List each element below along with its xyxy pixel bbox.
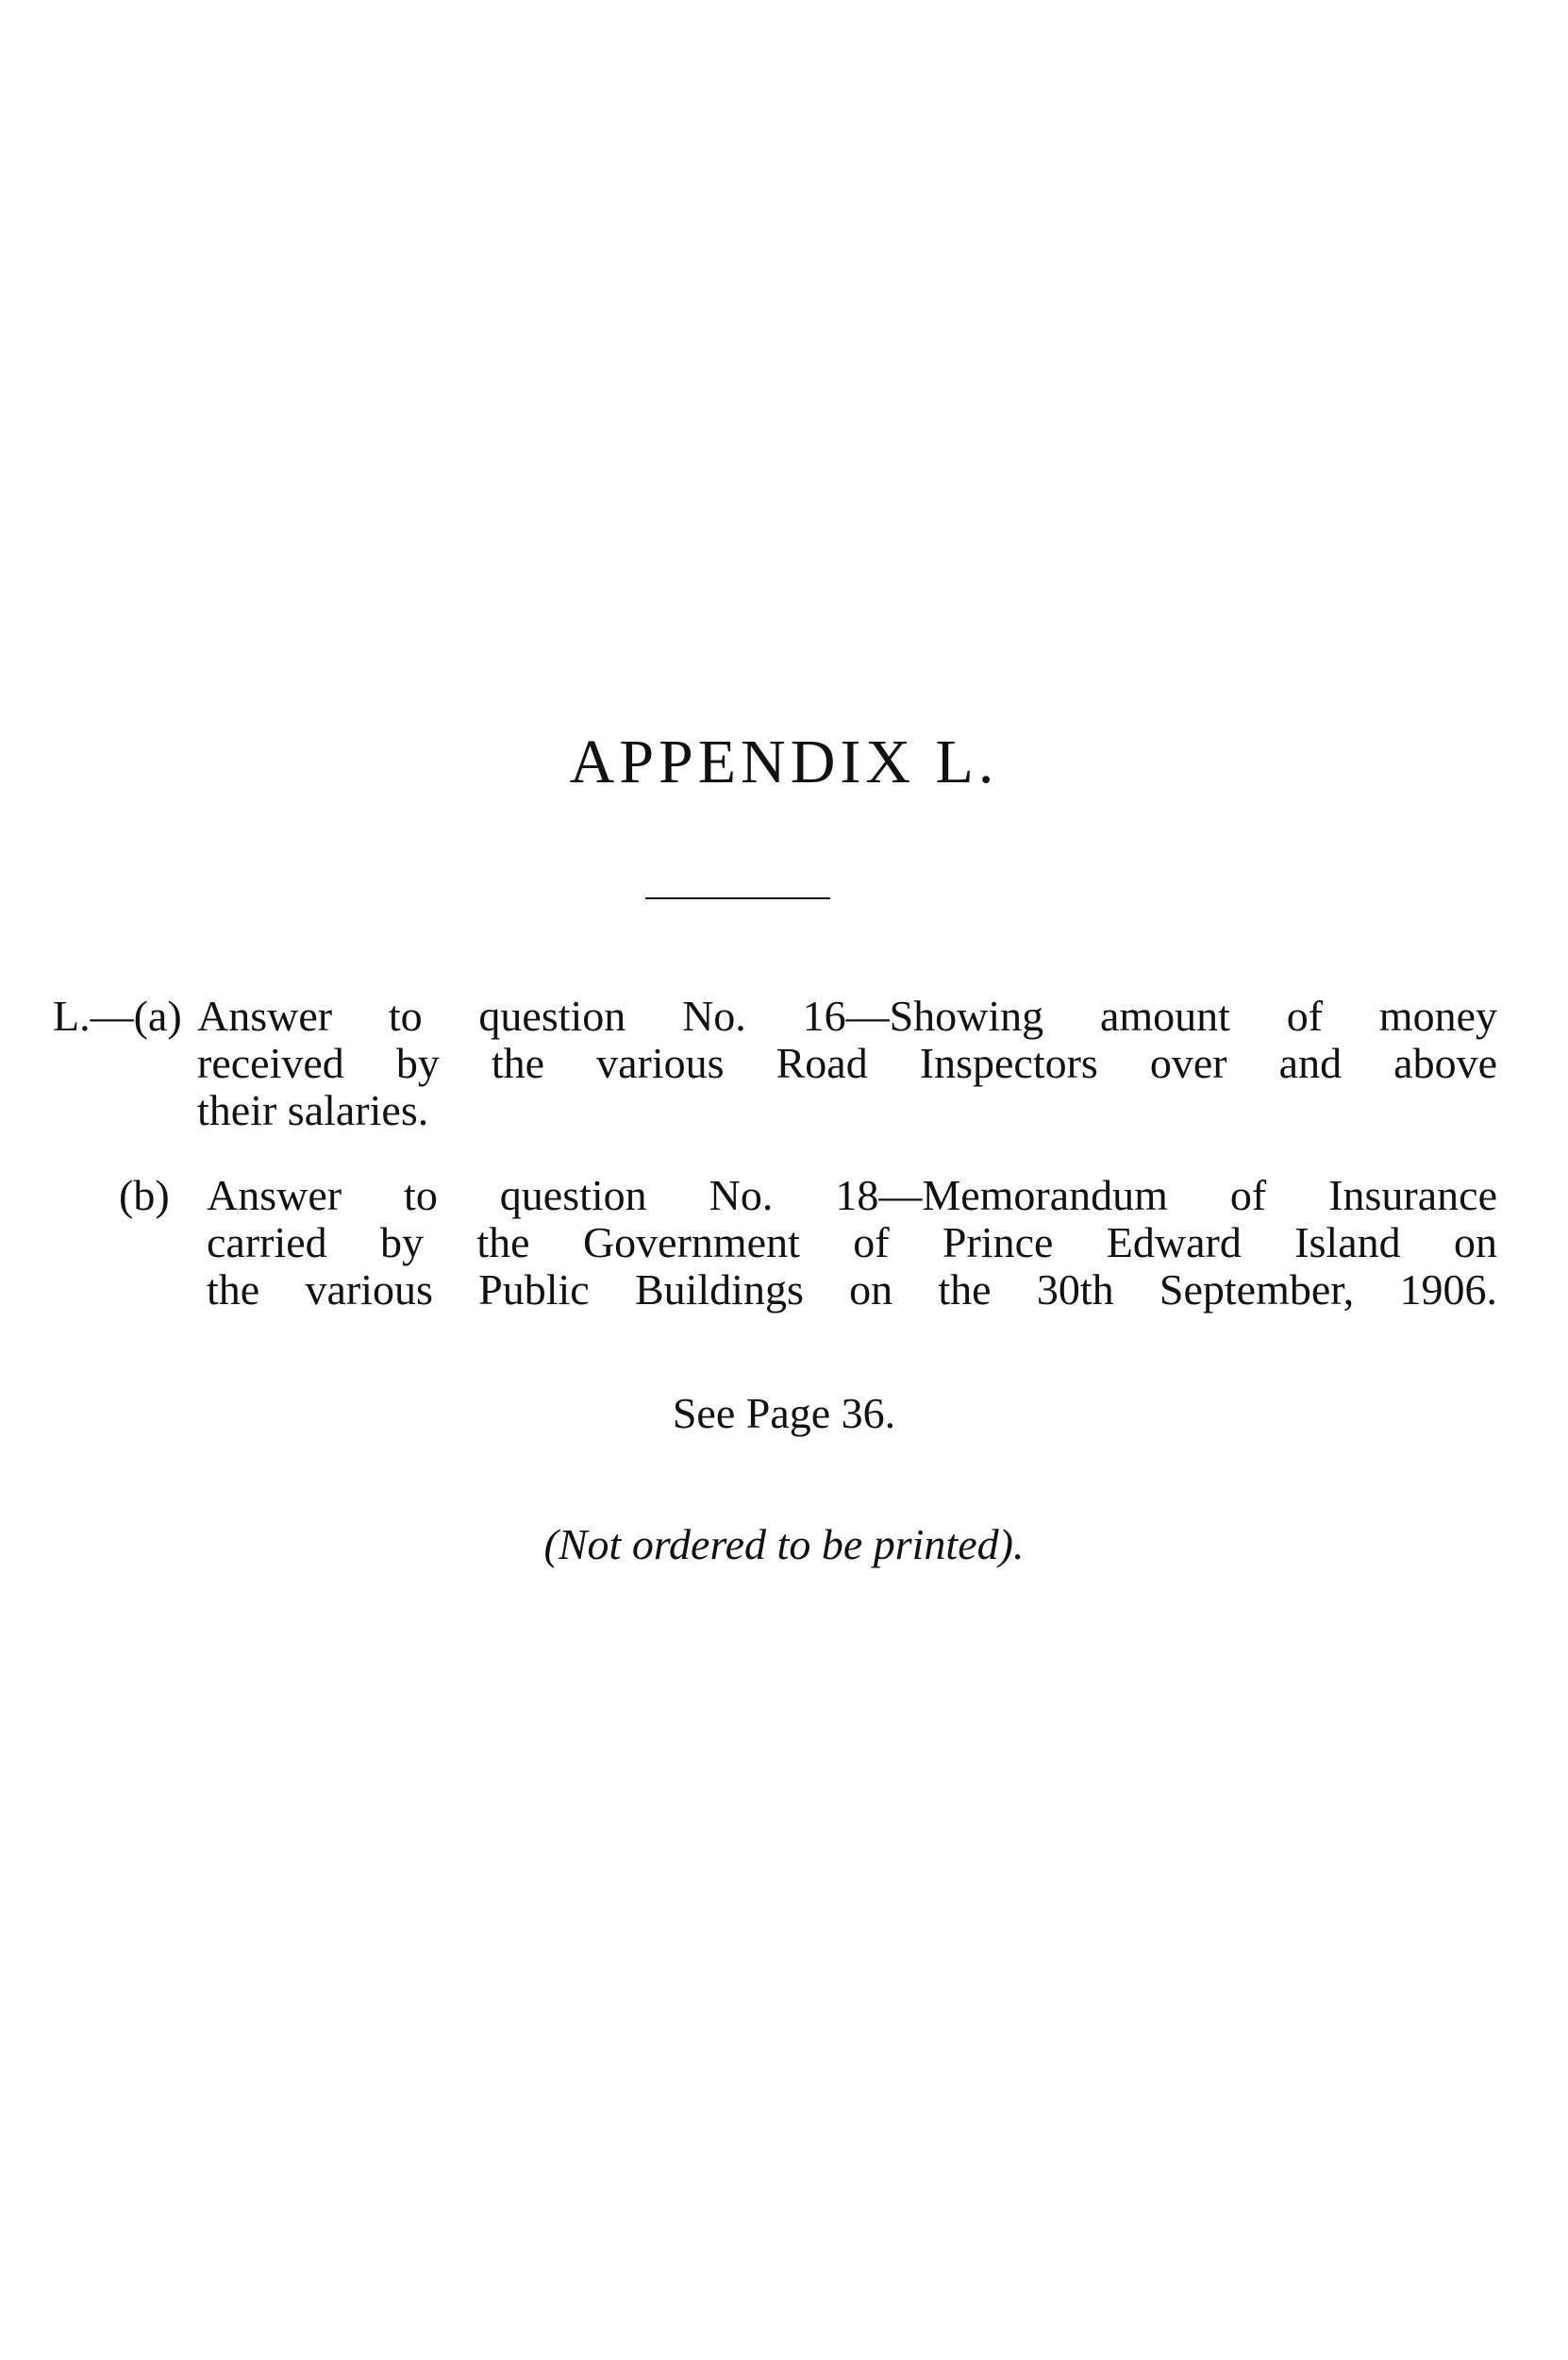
entry-a-label: L.—(a) <box>53 992 182 1040</box>
entry-a-line: their salaries. <box>197 1086 429 1134</box>
see-page-note: See Page 36. <box>672 1389 896 1437</box>
title-divider <box>645 897 830 899</box>
entry-a-line: received by the various Road Inspectors over and above <box>197 1039 1497 1087</box>
entry-b-line: the various Public Buildings on the 30th September, 1906. <box>207 1265 1497 1314</box>
entry-b-line: Answer to question No. 18—Memorandum of Insurance <box>207 1171 1497 1219</box>
entry-a-line: Answer to question No. 16—Showing amount of money <box>197 992 1497 1040</box>
appendix-entry-a <box>53 992 1497 1144</box>
entry-b-label: (b) <box>119 1171 170 1219</box>
not-printed-note: (Not ordered to be printed). <box>543 1520 1025 1568</box>
entry-b-text <box>207 1172 1497 1314</box>
page-title: APPENDIX L. <box>569 728 999 796</box>
entry-b-line: carried by the Government of Prince Edward Island on <box>207 1218 1497 1266</box>
appendix-entry-b <box>53 1171 1497 1323</box>
entry-a-text <box>197 993 1497 1134</box>
